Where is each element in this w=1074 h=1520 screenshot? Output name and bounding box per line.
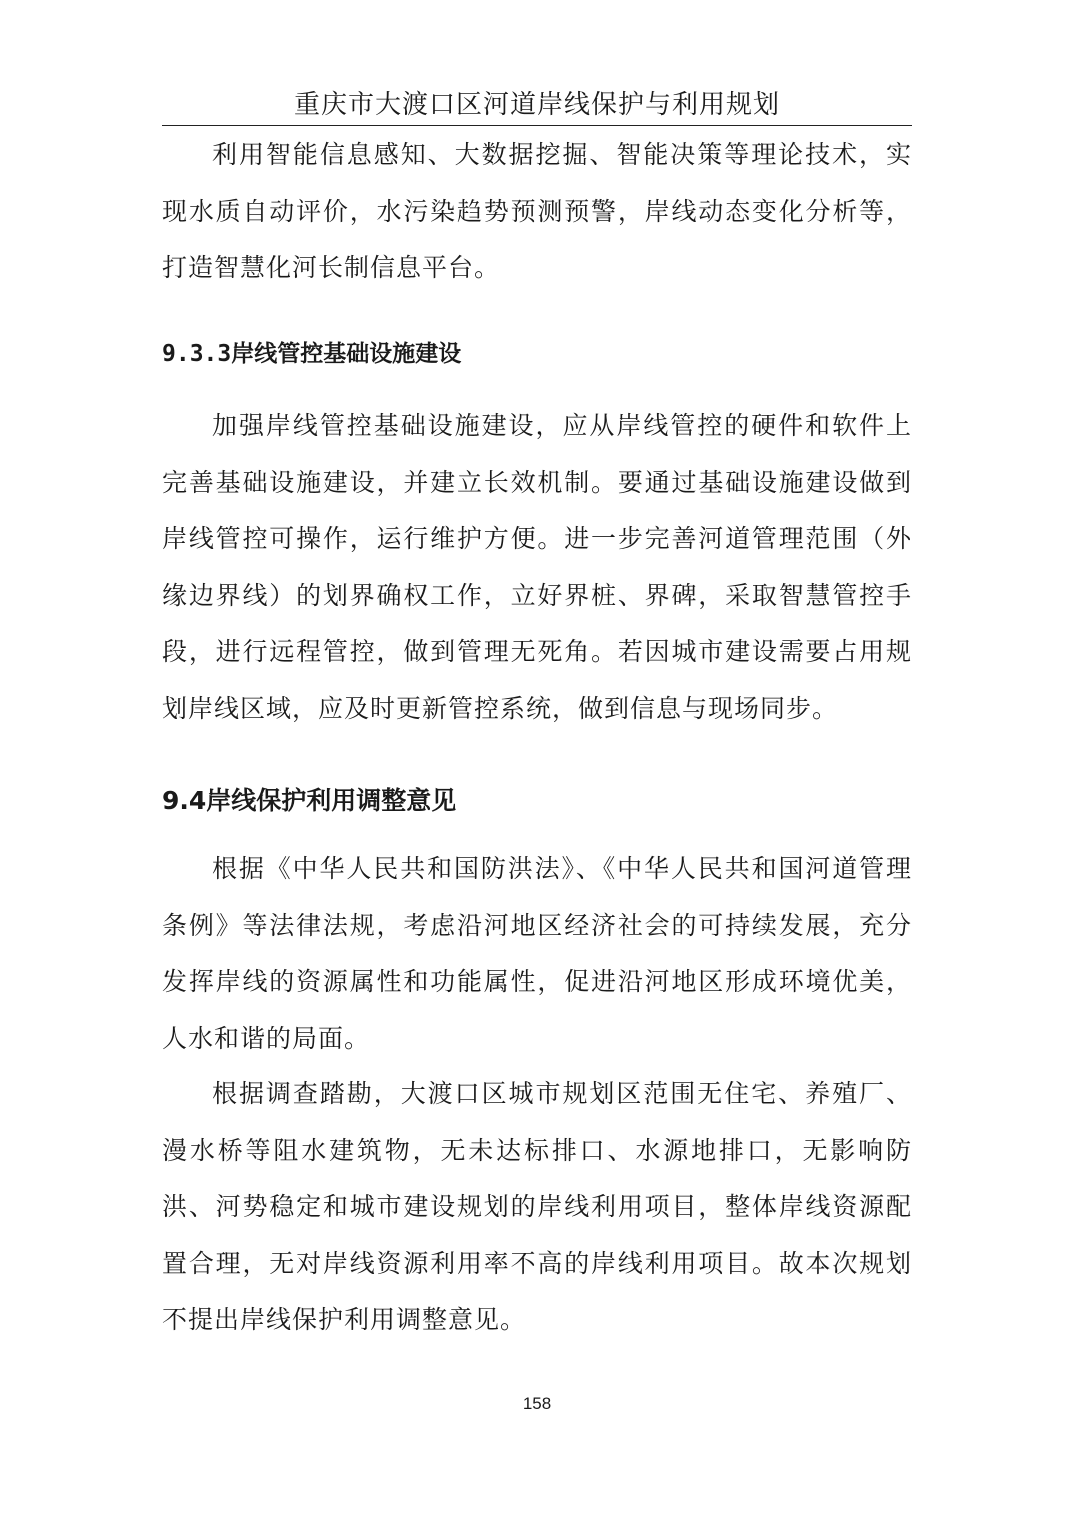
intro-paragraph: 利用智能信息感知、大数据挖掘、智能决策等理论技术，实现水质自动评价，水污染趋势预测预警，岸线动态变化分析等，打造智慧化河长制信息平台。 [162,140,912,282]
document-header-title: 重庆市大渡口区河道岸线保护与利用规划 [293,90,780,120]
section-heading-9-4: 9.4岸线保护利用调整意见 [162,786,457,815]
section-9-4-paragraph-1: 根据《中华人民共和国防洪法》、《中华人民共和国河道管理条例》等法律法规，考虑沿河地区经济社会的可持续发展，充分发挥岸线的资源属性和功能属性，促进沿河地区形成环境优美，人水和谐的局面。 [162,854,912,1053]
section-heading-9-3-3: 9.3.3岸线管控基础设施建设 [162,341,462,367]
section-9-3-3-paragraph: 加强岸线管控基础设施建设，应从岸线管控的硬件和软件上完善基础设施建设，并建立长效机制。要通过基础设施建设做到岸线管控可操作，运行维护方便。进一步完善河道管理范围（外缘边界线）的划界确权工作，立好界桩、界碑，采取智慧管控手段，进行远程管控，做到管理无死角。若因城市建设需要占用规划岸线区域，应及时更新管控系统，做到信息与现场同步。 [162,411,912,723]
header-divider [162,125,912,126]
section-9-4-paragraph-2: 根据调查踏勘，大渡口区城市规划区范围无住宅、养殖厂、漫水桥等阻水建筑物，无未达标排口、水源地排口，无影响防洪、河势稳定和城市建设规划的岸线利用项目，整体岸线资源配置合理，无对岸线资源利用率不高的岸线利用项目。故本次规划不提出岸线保护利用调整意见。 [162,1079,912,1334]
page-number: 158 [522,1394,552,1413]
